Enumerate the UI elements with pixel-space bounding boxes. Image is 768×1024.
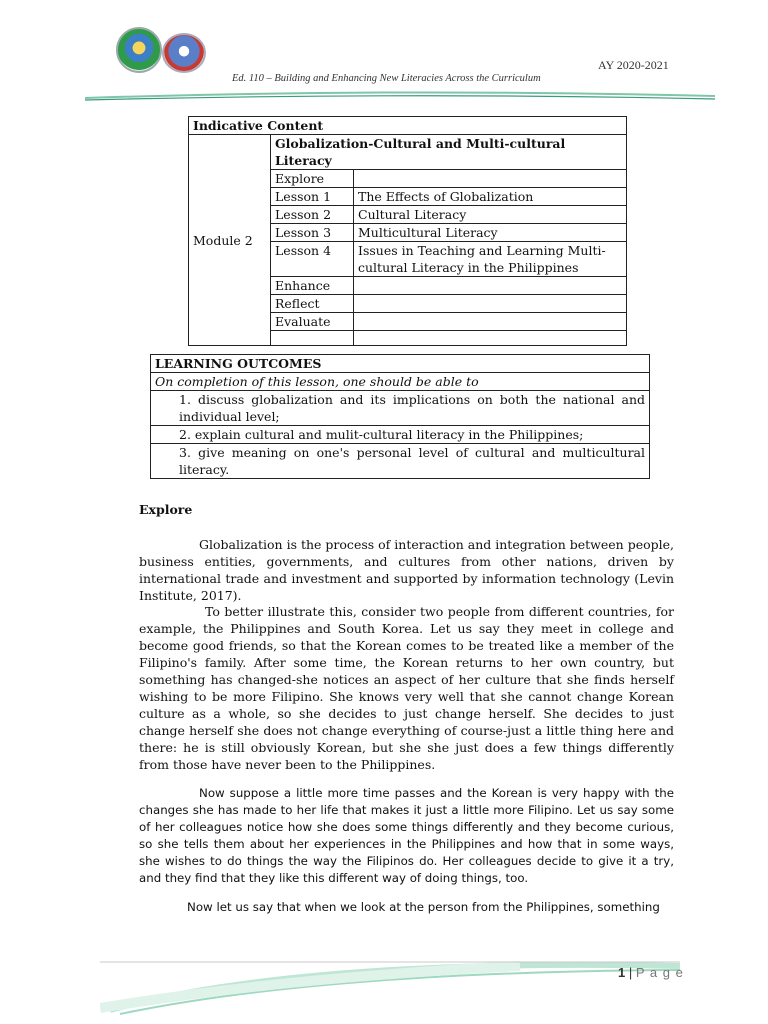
part-cell: Lesson 2 [271,206,354,224]
learning-outcomes-table [150,354,650,479]
header-divider [85,90,715,104]
topic-cell [354,242,627,277]
part-cell [271,331,354,346]
page-number [618,965,684,980]
topic-line: cultural Literacy in the Philippines [358,260,579,275]
part-cell: Explore [271,170,354,188]
outcome-item [151,391,650,426]
academic-year: AY 2020-2021 [598,58,669,72]
topic-cell [354,170,627,188]
part-cell: Reflect [271,295,354,313]
course-title: Ed. 110 – Building and Enhancing New Literacies Across the Curriculum [232,73,541,84]
topic-cell [354,331,627,346]
part-cell: Lesson 4 [271,242,354,277]
topic-line: Issues in Teaching and Learning Multi- [358,243,606,258]
outcome-item [151,426,650,444]
outcomes-intro: On completion of this lesson, one should be able to [151,373,650,391]
topic-cell: The Effects of Globalization [354,188,627,206]
module-cell: Module 2 [189,135,271,346]
page-number-value: 1 [618,965,626,980]
section-heading-explore: Explore [139,502,193,517]
topic-cell [354,313,627,331]
table-title: Indicative Content [189,117,627,135]
outcome-item [151,444,650,479]
footer-swoosh [100,958,680,1018]
module-subtitle: Globalization-Cultural and Multi-cultural Literacy [271,135,627,170]
outcome-text: 1. discuss globalization and its implications on both the national and individual level; [151,391,650,426]
topic-cell [354,295,627,313]
paragraph: Now let us say that when we look at the person from the Philippines, something [187,900,660,914]
paragraph: Globalization is the process of interaction and integration between people, business entities, governments, and cultures from other nations, driven by international trade and investment and supported by information technology (Levin Institute, 2017). [139,537,674,603]
page-separator: | [628,965,633,980]
indicative-content-table [188,116,627,346]
globe-logo [162,33,206,73]
topic-cell: Cultural Literacy [354,206,627,224]
paragraph: Now suppose a little more time passes and the Korean is very happy with the changes she has made to her life that makes it just a little more Filipino. Let us say some of her colleagues notice how she does some things differently and they become curious, so she tells them about her experiences in the Philippines and how that in some ways, she wishes to do things the way the Filipinos do. Her colleagues decide to give it a try, and they find that they like this different way of doing things, too. [139,786,674,885]
outcomes-title: LEARNING OUTCOMES [151,355,650,373]
page-label: P a g e [635,965,684,980]
part-cell: Evaluate [271,313,354,331]
part-cell: Enhance [271,277,354,295]
outcome-text: 3. give meaning on one's personal level of cultural and multicultural literacy. [151,444,650,479]
part-cell: Lesson 3 [271,224,354,242]
institution-seal-logo [116,27,162,73]
paragraph: To better illustrate this, consider two people from different countries, for example, the Philippines and South Korea. Let us say they meet in college and become good friends, so that the Korean comes to be treated like a member of the Filipino's family. After some time, the Korean returns to her own country, but something has changed-she notices an aspect of her culture that she finds herself wishing to be more Filipino. She knows very well that she cannot change Korean culture as a whole, so she decides to just change herself. She decides to just change herself she does not change everything of course-just a little thing here and there: he is still obviously Korean, but she she just does a few things differently from those have never been to the Philippines. [139,604,674,772]
topic-cell: Multicultural Literacy [354,224,627,242]
topic-cell [354,277,627,295]
outcome-text: 2. explain cultural and mulit-cultural literacy in the Philippines; [151,426,650,444]
part-cell: Lesson 1 [271,188,354,206]
